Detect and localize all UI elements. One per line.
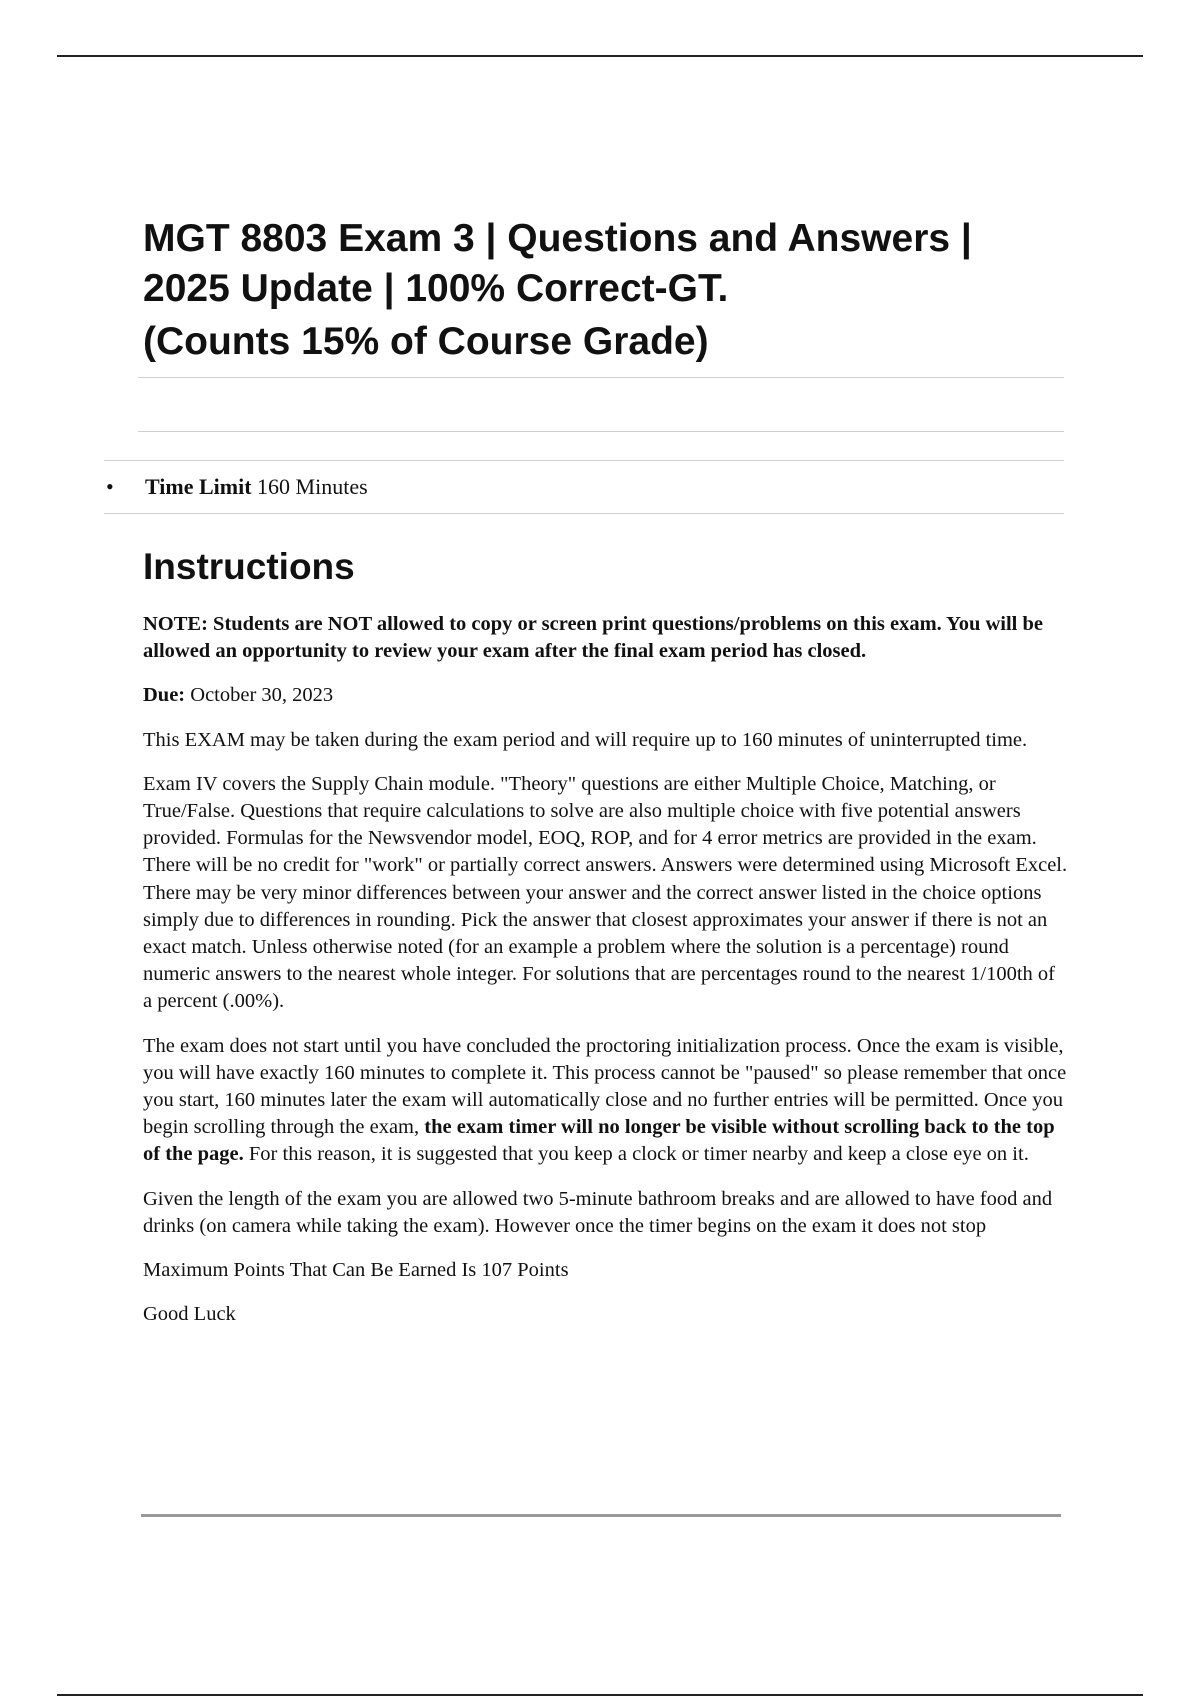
due-date: October 30, 2023: [190, 684, 334, 707]
time-limit-divider-bottom: [104, 513, 1064, 514]
time-limit-item: [104, 472, 368, 502]
title-line-3: (Counts 15% of Course Grade): [143, 320, 709, 363]
page-bottom-rule: [57, 1694, 1143, 1696]
instructions-end-rule: [141, 1514, 1061, 1517]
title-divider-1: [138, 377, 1064, 378]
due-paragraph: [143, 682, 1068, 709]
note-paragraph: [143, 611, 1068, 665]
time-limit-value: 160 Minutes: [257, 474, 368, 499]
bullet-icon: •: [106, 474, 114, 499]
proctoring-text-start: The exam does not start until you have concluded the proctoring initialization process. Once the exam is visible, you will have exactly 160 minutes to complete it. This process cannot be "paused" so please remember that once you start, 160 minutes later the exam will automatically close and no further entries will be permitted. Once you begin scrolling through the exam,: [143, 1034, 1067, 1139]
exam-time-paragraph: This EXAM may be taken during the exam period and will require up to 160 minutes of uninterrupted time.: [143, 728, 1028, 751]
title-line-1: MGT 8803 Exam 3 | Questions and Answers |: [143, 217, 972, 260]
good-luck-text: Good Luck: [143, 1303, 236, 1326]
page-top-rule: [57, 55, 1143, 57]
title-line-2: 2025 Update | 100% Correct-GT.: [143, 267, 729, 310]
proctoring-paragraph: [143, 1033, 1068, 1169]
time-limit-divider-top: [104, 460, 1064, 461]
instructions-heading: Instructions: [143, 546, 355, 587]
exam-coverage-paragraph: Exam IV covers the Supply Chain module. "Theory" questions are either Multiple Choice, Matching, or True/False. Questions that require calculations to solve are also multiple choice with five potential answers provided. Formulas for the Newsvendor model, EOQ, ROP, and for 4 error metrics are provided in the exam. There will be no credit for "work" or partially correct answers. Answers were determined using Microsoft Excel. There may be very minor differences between your answer and the correct answer listed in the choice options simply due to differences in rounding. Pick the answer that closest approximates your answer if there is not an exact match. Unless otherwise noted (for an example a problem where the solution is a percentage) round numeric answers to the nearest whole integer. For solutions that are percentages round to the nearest 1/100th of a percent (.00%).: [143, 772, 1068, 1013]
timer-warning: the exam timer will no longer be visible without scrolling back to the top of the page.: [143, 1116, 1055, 1166]
note-text: NOTE: Students are NOT allowed to copy or screen print questions/problems on this exam. You will be allowed an opportunity to review your exam after the final exam period has closed.: [143, 613, 1043, 663]
instructions-body: [143, 611, 1068, 1345]
due-label: Due:: [143, 684, 186, 707]
title-divider-2: [138, 431, 1064, 432]
proctoring-text-end: For this reason, it is suggested that you keep a clock or timer nearby and keep a close eye on it.: [243, 1143, 1029, 1166]
document-title: [143, 214, 1083, 367]
breaks-paragraph: Given the length of the exam you are allowed two 5-minute bathroom breaks and are allowed to have food and drinks (on camera while taking the exam). However once the timer begins on the exam it does not stop: [143, 1187, 1053, 1237]
max-points-text: Maximum Points That Can Be Earned Is 107 Points: [143, 1259, 569, 1282]
time-limit-label: Time Limit: [145, 474, 252, 499]
